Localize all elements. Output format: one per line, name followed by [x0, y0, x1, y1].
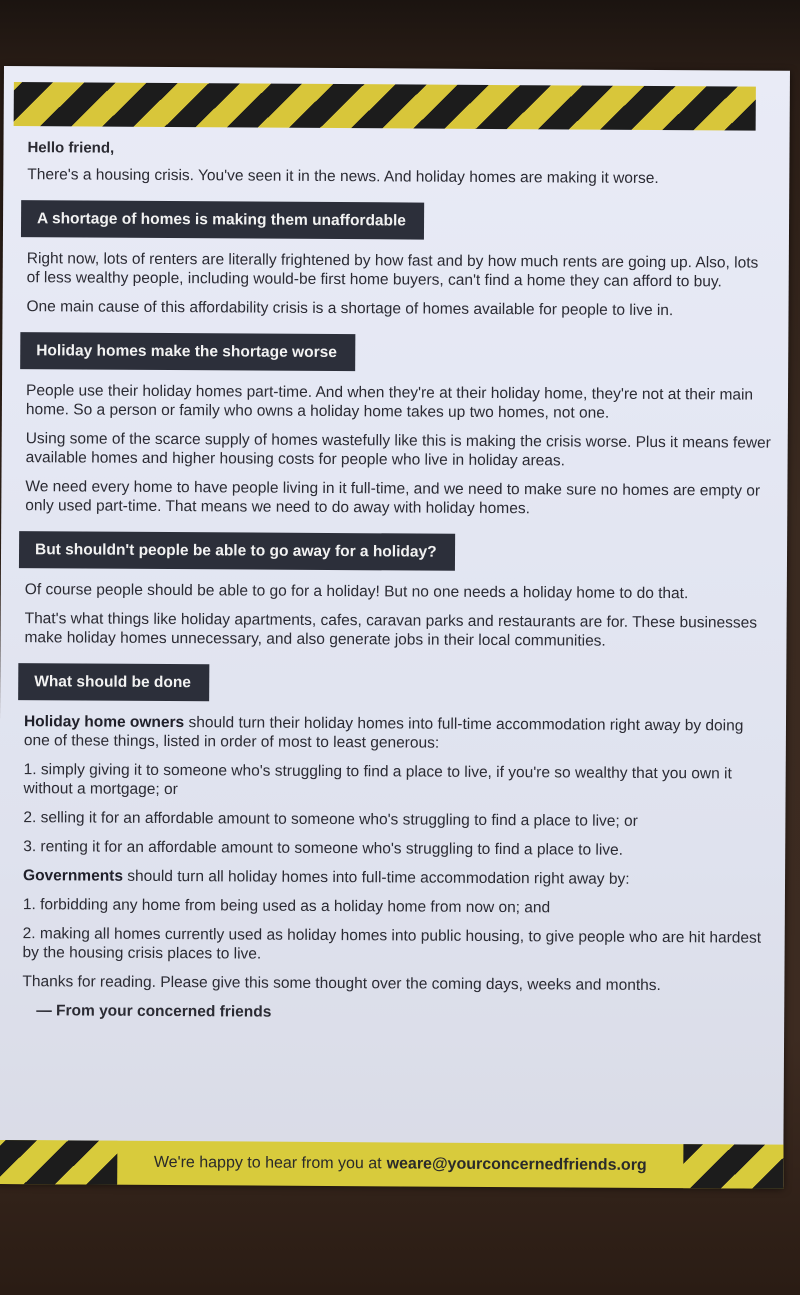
owners-text: should turn their holiday homes into full-time accommodation right away by doing one of these things, listed in order of most to least generous: [23, 714, 744, 752]
flyer-page [0, 66, 790, 1187]
list-item: 3. renting it for an affordable amount to someone who's struggling to find a place to live. [23, 838, 624, 859]
gov-paragraph [23, 866, 769, 890]
closing-text: Thanks for reading. Please give this some thought over the coming days, weeks and months. [22, 973, 661, 995]
list-item: 1. simply giving it to someone who's struggling to find a place to live, if you're so wealthy that you own it without a mortgage; or [23, 761, 732, 799]
gov-text: should turn all holiday homes into full-time accommodation right away by: [122, 867, 630, 888]
footer [117, 1141, 683, 1188]
list-item: 1. forbidding any home from being used as a holiday home from now on; and [22, 896, 551, 917]
list-item: 2. selling it for an affordable amount to someone who's struggling to find a place to live; or [23, 809, 638, 830]
paragraph: Right now, lots of renters are literally frightened by how fast and by how much rents are going up. Also, lots of less wealthy people, including would-be first home buyers, can't find a home they can afford to buy. [26, 250, 759, 291]
paragraph: That's what things like holiday apartments, cafes, caravan parks and restaurants are for. These businesses make holiday homes unnecessary, and also generate jobs in their local communities. [24, 610, 758, 650]
footer-text: We're happy to hear from you at [153, 1153, 382, 1173]
paragraph: We need every home to have people living in it full-time, and we need to make sure no homes are empty or only used part-time. That means we need to do away with holiday homes. [25, 478, 761, 518]
owners-label: Holiday home owners [23, 713, 185, 732]
signature: — From your concerned friends [36, 1002, 272, 1021]
footer-email-link[interactable]: weare@yourconcernedfriends.org [386, 1155, 647, 1174]
section-heading-what-to-do: What should be done [18, 663, 209, 701]
intro-text: There's a housing crisis. You've seen it in the news. And holiday homes are making it worse. [27, 166, 659, 188]
owners-paragraph [24, 712, 770, 755]
section-heading-shortage: A shortage of homes is making them unaffordable [21, 200, 424, 239]
paragraph: People use their holiday homes part-time. And when they're at their holiday home, they're not at their main home. So a person or family who owns a holiday home takes up two homes, not one. [25, 382, 754, 422]
hazard-stripe-bottom [0, 1140, 783, 1189]
hazard-stripe-right [683, 1144, 783, 1189]
paragraph: Of course people should be able to go for a holiday! But no one needs a holiday home to do that. [24, 581, 689, 603]
hazard-stripe-left [0, 1140, 117, 1185]
list-item: 2. making all homes currently used as holiday homes into public housing, to give people who are hit hardest by the housing crisis places to live. [22, 925, 762, 963]
section-heading-holiday-homes: Holiday homes make the shortage worse [20, 332, 355, 371]
gov-label: Governments [23, 867, 124, 885]
paragraph: One main cause of this affordability crisis is a shortage of homes available for people to live in. [26, 298, 674, 320]
flyer-content [16, 134, 773, 1025]
paragraph: Using some of the scarce supply of homes wastefully like this is making the crisis worse. Plus it means fewer available homes and higher housing costs for people who live in holiday areas. [25, 430, 771, 470]
section-heading-holiday-question: But shouldn't people be able to go away for a holiday? [19, 531, 455, 571]
hazard-stripe-top [14, 82, 756, 131]
greeting: Hello friend, [27, 139, 115, 157]
